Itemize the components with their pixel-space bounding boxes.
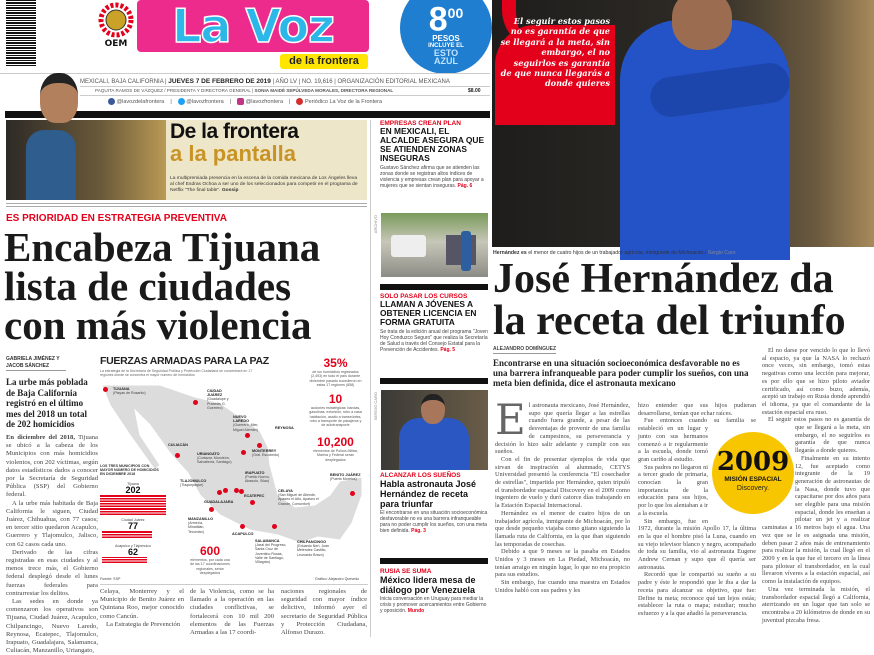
blue-flight-suit bbox=[620, 20, 790, 260]
badge-sub: Discovery. bbox=[736, 485, 770, 492]
map-credit: Gráfico: Alejandro Quevedo bbox=[315, 577, 360, 581]
officer bbox=[461, 231, 471, 271]
city-label: CIUDAD JUÁREZ (Guadalupe y Praxedis G. Guerrero) bbox=[207, 389, 229, 410]
newspaper-subtitle: de la frontera bbox=[280, 54, 368, 69]
photo-caption: Hernández es el menor de cuatro hijos de un trabajador agrícola, inmigrante de Michoacán./ Sergio Caro bbox=[493, 250, 736, 256]
photo-credit: SERGIO CARO bbox=[373, 392, 378, 421]
top3-title: LOS TRES MUNICIPIOS CON MAYOR NÚMERO DE HOMICIDIOS EN DICIEMBRE 2018 bbox=[100, 464, 159, 477]
side-text: Inicia conversación en Uruguay para mediar la crisis y promover acercamientos entre Gobierno y oposición. bbox=[380, 596, 487, 614]
newspaper-logo[interactable]: La Voz bbox=[137, 0, 369, 52]
face bbox=[672, 0, 732, 50]
bottom-col-1: Celaya, Monterrey y el Municipio de Benito Juárez en Quintana Roo, mejor conocido como Cancún. La Estrategia de Prevención bbox=[100, 588, 184, 628]
price-main: 8 bbox=[428, 0, 448, 39]
top3-item bbox=[100, 518, 166, 538]
city-label: TLAJOMULCO (Tlaquepaque) bbox=[180, 479, 207, 488]
city-dot bbox=[245, 433, 250, 438]
instagram-link[interactable] bbox=[237, 98, 283, 105]
badge-label: MISIÓN ESPACIAL bbox=[724, 476, 782, 483]
column-divider bbox=[370, 120, 371, 637]
side-text: El encontrarse en una situación socioeconómica desfavorable no es una barrera infranqueable para no poder cumplir los sueños, con una meta bien definida. bbox=[380, 510, 488, 534]
side-headline: LLAMAN A JÓVENES A OBTENER LICENCIA EN FORMA GRATUITA bbox=[380, 299, 477, 327]
astronaut-headline[interactable] bbox=[493, 258, 846, 342]
lead-byline: GABRIELA JIMÉNEZ Y JACOB SÁNCHEZ bbox=[6, 356, 66, 371]
blue-suit bbox=[399, 418, 469, 470]
city-label: SALAMANCA (Jaral del Progreso, Santa Cruz de Juventino Rosas, Valle de Santiago, Villagrán) bbox=[255, 539, 287, 565]
lead-headline[interactable] bbox=[4, 224, 321, 348]
price-cents: 00 bbox=[447, 5, 464, 21]
stat-35-percent: 35% de los homicidios registrados (2,493) en todo el país durante diciembre pasado sucedieron en estas 17 regiones (858) bbox=[309, 356, 362, 387]
city-dot bbox=[241, 450, 246, 455]
facebook-icon bbox=[108, 98, 115, 105]
instagram-handle: @lavozfrontera bbox=[245, 98, 284, 105]
youtube-icon bbox=[296, 98, 303, 105]
city-dot bbox=[209, 507, 214, 512]
map-subtitle: La estrategia de la Secretaría de Seguridad Pública y Protección Ciudadana se concentrará en 17 regiones donde se concentra el mayor número de homicidios bbox=[100, 369, 253, 377]
paragraph: Tijuana se ubicó a la cabeza de los Municipios con más homicidios violentos, con 202 víctimas, según datos estadísticos dados a conocer por la Secretaría de Seguridad Pública (SSP) del Gobierno federal. bbox=[6, 434, 98, 499]
head bbox=[421, 394, 445, 424]
astronaut-col-2: hizo entender que sus hijos pudieran desarrollarse, tenían que echar raíces. Fue entonces cuando su familia se estableció en un lugar y junto con sus hermanos comenzó a ir regularmente a la escuela, donde tomó gran cariño al estudio. Sus padres no llegaron ni a tercer grado de primaria, conocían la gran importancia de la educación para sus hijos, por lo que los alentaban a ir a la escuela. Sin embargo, fue en 1972, durante la misión Apollo 17, la última en la que el hombre pisó la Luna, cuando en su viejo televisor blanco y negro, acompañado de toda su familia, vio al astronauta Eugene Andrew Cernan y supo que él quería ser astronauta. Recordó que le compartió su sueño a su padre y éste le respondió que le iba a dar la receta para alcanzar su objetivo, que fue: Define tu meta; reconoce qué tan lejos estás; establecer la ruta o mapa; estudiar; mucho esfuerzo y a la que añadió la perseverancia. bbox=[638, 402, 756, 617]
bar-rows bbox=[102, 531, 152, 538]
city-label: MONTERREY (Gral. Escobedo) bbox=[252, 449, 280, 458]
dateline: MEXICALI, BAJA CALIFORNIA | JUEVES 7 DE FEBRERO DE 2019 | AÑO LV | NO. 19,616 | ORGANIZACIÓN EDITORIAL MEXICANA bbox=[80, 78, 450, 85]
headline-line: lista de ciudades bbox=[4, 263, 292, 309]
city-dot bbox=[175, 453, 180, 458]
headline-line: con más violencia bbox=[4, 302, 312, 348]
twitter-icon bbox=[178, 98, 185, 105]
top3-value: 62 bbox=[127, 547, 138, 558]
city-label: REYNOSA bbox=[275, 426, 294, 430]
badge-year: 2009 bbox=[716, 447, 790, 477]
city-dot bbox=[217, 490, 222, 495]
city-dot bbox=[240, 524, 245, 529]
headline-line: Encabeza Tijuana bbox=[4, 224, 321, 270]
astronaut-col-3: El no darse por vencido lo que lo llevó al espacio, ya que la NASA lo rechazó once veces, sin embargo, tomó estas negativas como una lección para mejorar, es por ello que se hizo piloto aviador certificado, así como buzo, además, aceptó un trabajo en Rusia donde aprendió el idioma, ya que el comandante de la estación espacial era ruso. El seguir estos pasos no es garantía de que se llegará a la meta, sin embargo, el no seguirlos es garantía de que nunca llegarás a donde quieres. Finalmente en su intento 12, fue aceptado como integrante de la 19 generación de astronautas de la Nasa, donde tuvo que capacitarse por dos años para ser elegible para una misión espacial, donde les enseñan a pilotar un jet y a realizar caminatas a 16 metros bajo el agua. Una vez que se le es asignada una misión, deben pasar 2 años más de entrenamiento para realizar la misión, la cual llegó en el 2009 y en la que fue el tercero en la línea para pilotear el transbordador, en la cual llevaron víveres a la estación espacial, así como la instalación de equipos. Una vez terminada la misión, el transbordador espacial llegó a California, aterrizando en un lugar que tan solo se encontraba a 20 kilómetros de donde en su juventud pizcaba fresa. bbox=[762, 347, 870, 624]
map-title: FUERZAS ARMADAS PARA LA PAZ bbox=[100, 355, 269, 367]
side-text: Gustavo Sánchez afirma que se atienden las zonas donde se registran altos índices de violencia y empresas crean plan para apoyar a mujeres que se sientan inseguras. bbox=[380, 165, 484, 189]
divider bbox=[80, 95, 490, 96]
price-note: INCLUYE EL bbox=[428, 43, 464, 50]
price-badge bbox=[400, 0, 492, 74]
astronaut-col-1: E l astronauta mexicano, José Hernández, supo que quería llegar a las estrellas cuando fuera grande, a pesar de las desventajas de provenir de una familia de campesinos, su perseverancia y decisión lo hizo salir adelante y cumplir con sus sueños. Con el fin de presentar ejemplos de vida que sirvan de inspiración al alumnado, CETYS Universidad presentó la conferencia "El cosechador de estrellas", impartida por Hernández, quien tripuló el transbordador espacial Discovery en el 2009 como ingeniero de vuelo y duró catorce días trabajando en la Estación Espacial Internacional. Hernández es el menor de cuatro hijos de un trabajador agrícola, inmigrante de Michoacán, por lo que desde pequeño viajaba como gitano siguiendo la llamada ruta de California, en la que iban siguiendo las temporadas de cosechas. Debido a que 9 meses se la pasaba en Estados Unidos y 3 meses en La Piedad, Michoacán, no tenían arraigo en ningún lugar, lo que no era propicio para sus estudios. Sin embargo, fue cuando una maestra en Estados Unidos habló con sus padres y les bbox=[495, 395, 630, 594]
pull-quote: El seguir estos pasos no es garantía de que se llegará a la meta, sin embargo, el no seguirlos es garantía de que nunca llegarás a donde quieres bbox=[500, 16, 610, 89]
headline-line: José Hernández da bbox=[493, 256, 834, 302]
astronaut-deck: Encontrarse en una situación socioeconómica desfavorable no es una barrera infranqueable para poder cumplir los sueños, con una meta bien definida, dice el astronauta mexicano bbox=[493, 358, 749, 388]
instagram-icon bbox=[237, 98, 244, 105]
divider bbox=[80, 86, 490, 87]
city-dot bbox=[350, 491, 355, 496]
city-dot bbox=[272, 524, 277, 529]
black-rule bbox=[380, 284, 488, 290]
black-rule bbox=[380, 558, 488, 564]
organization: ORGANIZACIÓN EDITORIAL MEXICANA bbox=[337, 79, 450, 85]
price-note-azul: AZUL bbox=[434, 56, 458, 67]
top3-city: Ciudad Juárez bbox=[121, 518, 145, 522]
double-rule bbox=[6, 203, 367, 207]
photo-credit: ARCHIVO bbox=[373, 215, 378, 234]
paragraph: Derivado de las cifras registradas en esas ciudades y al menos trece más, el Gobierno federal desplegó desde el lunes fuerzas federales para contrarrestar los delitos. bbox=[6, 548, 98, 597]
youtube-handle: Periódico La Voz de la Frontera bbox=[305, 98, 383, 105]
stat-600: 600 elementos, por cada una de las 17 coordinaciones regionales, serán desplegados bbox=[190, 544, 230, 575]
oem-text: OEM bbox=[104, 39, 128, 49]
divider bbox=[0, 73, 490, 74]
side-kicker: EMPRESAS CREAN PLAN bbox=[380, 120, 461, 127]
volume: AÑO LV bbox=[275, 79, 297, 85]
astronaut-byline: ALEJANDRO DOMÍNGUEZ bbox=[493, 346, 557, 352]
city-label: CELAYA (San Miguel de Allende, Apaseo el Alto, Apaseo el Grande, Comonfort) bbox=[278, 489, 319, 506]
divider bbox=[100, 584, 368, 585]
side-story-mexicali[interactable] bbox=[380, 120, 488, 189]
location: MEXICALI, BAJA CALIFORNIA bbox=[80, 79, 164, 85]
side-story-venezuela[interactable] bbox=[380, 568, 488, 614]
truck bbox=[391, 235, 426, 257]
city-dot bbox=[257, 443, 262, 448]
lead-in: En diciembre del 2018, bbox=[6, 434, 75, 441]
city-label: CULIACÁN bbox=[168, 443, 188, 447]
side-headline: EN MEXICALI, EL ALCALDE ASEGURA QUE SE ATIENDEN ZONAS INSEGURAS bbox=[380, 126, 485, 163]
bar-rows bbox=[100, 495, 166, 515]
feature-title-2: a la pantalla bbox=[170, 141, 296, 166]
top3-item bbox=[100, 544, 166, 563]
oem-logo bbox=[96, 2, 136, 48]
city-dot bbox=[250, 500, 255, 505]
bottom-col-3: naciones regionales de seguridad con mayor índice delictivo, informó ayer el secretario de Seguridad Pública y Protección Ciudadana, Alfonso Durazo. bbox=[281, 588, 367, 637]
city-label: ACAPULCO bbox=[232, 532, 254, 536]
barcode bbox=[6, 0, 36, 66]
paragraph: A la urbe más habitada de Baja California le siguen, Ciudad Juárez, Chihuahua, con 77 casos; en tercer sitio quedaron Acapulco, Guerrero y Tlajomulco, Jalisco, con 62 casos cada uno. bbox=[6, 499, 98, 548]
twitter-handle: @lavozfrontera bbox=[186, 98, 224, 105]
feature-text bbox=[170, 176, 362, 194]
top3-value: 202 bbox=[125, 485, 141, 496]
page-link[interactable]: Pág. 3 bbox=[411, 528, 426, 534]
director: PAQUITA RAMOS DE VÁZQUEZ / PRESIDENTA Y DIRECTORA GENERAL bbox=[95, 88, 251, 93]
city-label: CHILPANCINGO (Eduardo Neri, Juan Meléndez Castillo, Leonardo Bravo) bbox=[297, 540, 330, 557]
black-rule bbox=[380, 378, 488, 384]
city-label: TIJUANA (Playas de Rosarito) bbox=[113, 387, 146, 396]
regional-director: SONIA MAIDÉ SEPÚLVEDA MORALES, DIRECTORA REGIONAL bbox=[254, 88, 394, 93]
paragraph: Las sedes en donde ya comenzaron los operativos son Tijuana, Ciudad Juárez, Acapulco, Chilpancingo, Nuevo Laredo, Reynosa, Ecatepec, Tlajomulco, Irapuato, Guadalajara, Salamanca, Culiacán, Manzanillo, Uriangato, bbox=[6, 598, 98, 655]
small-price: $8.00 bbox=[468, 88, 481, 94]
mission-badge bbox=[712, 432, 794, 514]
feature-title-1: De la frontera bbox=[170, 120, 299, 143]
black-rule bbox=[5, 111, 490, 118]
side-story-licencia[interactable] bbox=[380, 293, 488, 353]
lead-deck: La urbe más poblada de Baja California registró en el último mes del 2018 un total de 202 homicidios bbox=[6, 377, 88, 429]
side-kicker: ALCANZAR LOS SUEÑOS bbox=[380, 472, 461, 479]
map-infographic bbox=[100, 355, 370, 583]
city-dot bbox=[193, 400, 198, 405]
chef-photo[interactable] bbox=[6, 120, 166, 200]
side-headline: México lidera mesa de diálogo por Venezuela bbox=[380, 575, 476, 595]
staff-line: PAQUITA RAMOS DE VÁZQUEZ / PRESIDENTA Y DIRECTORA GENERAL | SONIA MAIDÉ SEPÚLVEDA MORALES, DIRECTORA REGIONAL bbox=[95, 88, 394, 93]
date: JUEVES 7 DE FEBRERO DE 2019 bbox=[168, 78, 271, 85]
top3-value: 77 bbox=[127, 521, 138, 532]
side-kicker: SOLO PASAR LOS CURSOS bbox=[380, 293, 468, 300]
map-source: Fuente: SSP bbox=[100, 577, 121, 581]
city-label: IRAPUATO (Pueblo Nuevo, Abasolo, Silao) bbox=[245, 471, 270, 484]
page-link[interactable]: Pág. 6 bbox=[457, 183, 473, 189]
side-text: Se trata de la edición anual del programa "Joven Hoy Conduzco Seguro" que realiza la Secretaría de Salud a través del Consejo Estatal para la Prevención de Accidentes. bbox=[380, 329, 488, 353]
feature-section-link[interactable]: Gossip bbox=[221, 188, 239, 193]
astronaut-thumb-photo bbox=[381, 390, 488, 470]
twitter-link[interactable] bbox=[178, 98, 224, 105]
facebook-link[interactable] bbox=[108, 98, 164, 105]
side-story-astronauta[interactable] bbox=[380, 472, 488, 534]
street-photo bbox=[381, 213, 488, 277]
chef-shirt bbox=[26, 130, 76, 200]
feature-body: La multipremiada presencia en la escena de la comida mexicana de Los Ángeles lleva al chef Esdras Ochoa a ser uno de los seleccionados para competir en el programa de Netflix "The final table". bbox=[170, 176, 358, 193]
page-link[interactable]: Mundo bbox=[407, 608, 425, 614]
price-unit: PESOS bbox=[432, 34, 460, 44]
bottom-col-2: de la Violencia, como se ha llamado a la operación en las ciudades conflictivas, se fortalecerá con 10 mil 200 elementos de las Fuerzas Armadas a las 17 coordi- bbox=[190, 588, 274, 637]
astronaut-photo[interactable] bbox=[492, 0, 874, 247]
city-label: BENITO JUÁREZ (Puerto Morelos) bbox=[330, 473, 361, 482]
city-label: URIANGATO (Cortazar, Moroleón, Salvatierra, Santiago) bbox=[197, 452, 232, 465]
chef-head bbox=[40, 73, 78, 123]
city-label: NUEVO LAREDO (Guerrero, Mier, Miguel Alemán) bbox=[233, 415, 259, 432]
city-label: ECATEPEC bbox=[244, 494, 265, 498]
page-link[interactable]: Pág. 5 bbox=[440, 347, 456, 353]
top3-city: Tijuana bbox=[127, 482, 139, 486]
city-dot bbox=[223, 488, 228, 493]
photo-credit: Sergio Caro bbox=[707, 250, 736, 256]
side-kicker: RUSIA SE SUMA bbox=[380, 568, 432, 575]
stat-10-actions: 10 acciones estratégicas: bandas, gasolinas, extorsión, robo a casa habitación, asalto a transeúntes, robo a transporte de pasajeros y de autotransporte bbox=[309, 392, 362, 428]
lead-body bbox=[6, 434, 98, 655]
facebook-handle: @lavozdelafrontera bbox=[116, 98, 165, 105]
top3-item bbox=[100, 482, 166, 515]
city-label: MANZANILLO (Armería, Minatitlán, Tecomán) bbox=[188, 517, 214, 534]
lead-kicker: ES PRIORIDAD EN ESTRATEGIA PREVENTIVA bbox=[6, 213, 227, 224]
bar-rows bbox=[102, 557, 147, 563]
city-dot bbox=[103, 387, 108, 392]
side-headline: Habla astronauta José Hernández de receta para triunfar bbox=[380, 479, 477, 509]
city-label: GUADALAJARA bbox=[204, 500, 234, 504]
headline-line: la receta del triunfo bbox=[493, 298, 846, 344]
feature-box[interactable] bbox=[166, 120, 367, 200]
issue-number: NO. 19,616 bbox=[301, 79, 333, 85]
top3-city: Acapulco y Tlajomulco bbox=[115, 544, 151, 548]
stat-10200: 10,200 elementos de Policía Militar, Marina y Federal serán desplegados bbox=[313, 435, 358, 462]
price-note-esto: ESTO bbox=[433, 48, 459, 59]
social-links: @lavozdelafrontera | @lavozfrontera | @lavozfrontera | Periódico La Voz de la Frontera bbox=[108, 98, 382, 105]
youtube-link[interactable] bbox=[296, 98, 382, 105]
drop-cap: E bbox=[495, 395, 526, 444]
